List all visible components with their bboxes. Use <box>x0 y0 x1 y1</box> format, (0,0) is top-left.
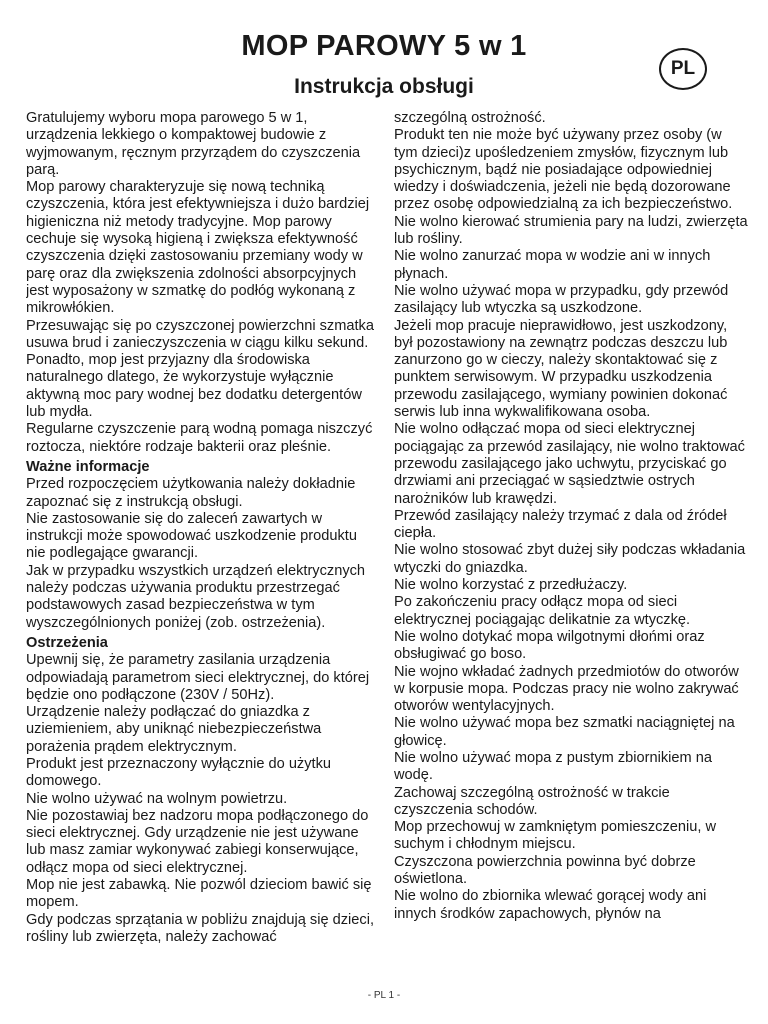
page-title: MOP PAROWY 5 w 1 <box>241 30 527 62</box>
page-subtitle: Instrukcja obsługi <box>294 75 474 98</box>
warning-paragraph: Nie wolno używać mopa z pustym zbiornikiem na wodę. <box>394 749 712 784</box>
warning-paragraph: Zachowaj szczególną ostrożność w trakcie czyszczenia schodów. <box>394 784 670 818</box>
right-column <box>394 110 749 990</box>
intro-paragraph: Przesuwając się po czyszczonej powierzchni szmatka usuwa brud i zanieczyszczenia w ciągu kilku sekund. Ponadto, mop jest przyjazny dla środowiska naturalnego dlatego, że wykorzystuje wyłącznie aktywną moc pary wodnej bez dodatku detergentów lub mydła. <box>26 317 374 421</box>
important-paragraph: Przed rozpoczęciem użytkowania należy dokładnie zapoznać się z instrukcją obsługi. <box>26 476 356 510</box>
warning-paragraph: Nie wolno używać na wolnym powietrzu. <box>26 790 288 807</box>
warning-paragraph: Nie wolno zanurzać mopa w wodzie ani w innych płynach. <box>394 248 711 282</box>
important-paragraph: Nie zastosowanie się do zaleceń zawartych w instrukcji może spowodować uszkodzenie produktu nie podlegające gwarancji. <box>26 510 357 562</box>
warnings-heading: Ostrzeżenia <box>26 634 108 651</box>
warning-paragraph: Nie wolno stosować zbyt dużej siły podczas wkładania wtyczki do gniazdka. <box>394 542 746 576</box>
warning-paragraph: Nie wolno dotykać mopa wilgotnymi dłońmi oraz obsługiwać go boso. <box>394 628 705 663</box>
warning-paragraph: Przewód zasilający należy trzymać z dala od źródeł ciepła. <box>394 507 727 542</box>
warning-paragraph: Produkt ten nie może być używany przez osoby (w tym dzieci)z upośledzeniem zmysłów, fizycznym lub psychicznym, bądź nie posiadające odpowiedniej wiedzy i doświadczenia, jeżeli nie będą dozorowane przez osobę odpowiedzialną za ich bezpieczeństwo. <box>394 127 733 213</box>
warning-paragraph: szczególną ostrożność. <box>394 110 546 126</box>
warning-paragraph: Nie wolno odłączać mopa od sieci elektrycznej pociągając za przewód zasilający, nie wolno traktować przewodu zasilającego jako uchwytu, przyciskać go drzwiami ani przeciągać w sąsiedztwie ostrych narożników lub krawędzi. <box>394 421 745 507</box>
warning-paragraph: Po zakończeniu pracy odłącz mopa od sieci elektrycznej pociągając delikatnie za wtyczkę. <box>394 594 691 628</box>
warning-paragraph: Czyszczona powierzchnia powinna być dobrze oświetlona. <box>394 853 696 888</box>
warning-paragraph: Mop nie jest zabawką. Nie pozwól dzieciom bawić się mopem. <box>26 877 372 911</box>
intro-paragraph: Gratulujemy wyboru mopa parowego 5 w 1, urządzenia lekkiego o kompaktowej budowie z wyjmowanym, ręcznym przyrządem do czyszczenia parą. <box>26 110 361 178</box>
warning-paragraph: Gdy podczas sprzątania w pobliżu znajdują się dzieci, rośliny lub zwierzęta, należy zachować <box>26 911 375 945</box>
warning-paragraph: Nie wolno kierować strumienia pary na ludzi, zwierzęta lub rośliny. <box>394 213 748 248</box>
warning-paragraph: Jeżeli mop pracuje nieprawidłowo, jest uszkodzony, był pozostawiony na zewnątrz podczas deszczu lub zanurzono go w cieczy, należy skontaktować się z punktem serwisowym. W przypadku uszkodzenia przewodu zasilającego, wymiany powinien dokonać serwis lub inna wykwalifikowana osoba. <box>394 317 728 421</box>
important-info-heading: Ważne informacje <box>26 458 150 475</box>
page-number: - PL 1 - <box>367 990 401 1001</box>
warning-paragraph: Urządzenie należy podłączać do gniazdka z uziemieniem, aby uniknąć niebezpieczeństwa porażenia prądem elektrycznym. <box>26 704 322 755</box>
warning-paragraph: Nie wolno do zbiornika wlewać gorącej wody ani innych środków zapachowych, płynów na <box>394 888 707 922</box>
intro-paragraph: Regularne czyszczenie parą wodną pomaga niszczyć roztocza, niektóre rodzaje bakterii oraz pleśnie. <box>26 421 373 455</box>
left-column <box>26 110 376 990</box>
warning-paragraph: Upewnij się, że parametry zasilania urządzenia odpowiadają parametrom sieci elektrycznej, do której będzie ono podłączone (230V / 50Hz). <box>26 652 370 703</box>
warning-paragraph: Produkt jest przeznaczony wyłącznie do użytku domowego. <box>26 755 331 790</box>
warning-paragraph: Nie pozostawiaj bez nadzoru mopa podłączonego do sieci elektrycznej. Gdy urządzenie nie jest używane lub masz zamiar wykonywać zabiegi konserwujące, odłącz mopa od sieci elektrycznej. <box>26 807 369 876</box>
important-paragraph: Jak w przypadku wszystkich urządzeń elektrycznych należy podczas używania produktu przestrzegać podstawowych zasad bezpieczeństwa w tym wyszczególnionych poniżej (zob. ostrzeżenia). <box>26 562 366 631</box>
warning-paragraph: Nie wojno wkładać żadnych przedmiotów do otworów w korpusie mopa. Podczas pracy nie wolno zakrywać otworów wentylacyjnych. <box>394 663 739 715</box>
warning-paragraph: Nie wolno używać mopa w przypadku, gdy przewód zasilający lub wtyczka są uszkodzone. <box>394 282 729 317</box>
warning-paragraph: Nie wolno korzystać z przedłużaczy. <box>394 577 628 594</box>
warning-paragraph: Nie wolno używać mopa bez szmatki naciągniętej na głowicę. <box>394 715 735 749</box>
intro-paragraph: Mop parowy charakteryzuje się nową techniką czyszczenia, która jest efektywniejsza i dużo bardziej higieniczna niż metody tradycyjne. Mop parowy cechuje się wysoką higieną i zwiększa efektywność czyszczenia dzięki zastosowaniu przemiany wody w parę oraz dla zwiększenia zdolności absorpcyjnych jest wyposażony w szmatkę do podłóg wykonaną z mikrowłókien. <box>26 179 370 317</box>
warning-paragraph: Mop przechowuj w zamkniętym pomieszczeniu, w suchym i chłodnym miejscu. <box>394 819 716 853</box>
language-badge: PL <box>659 48 707 90</box>
